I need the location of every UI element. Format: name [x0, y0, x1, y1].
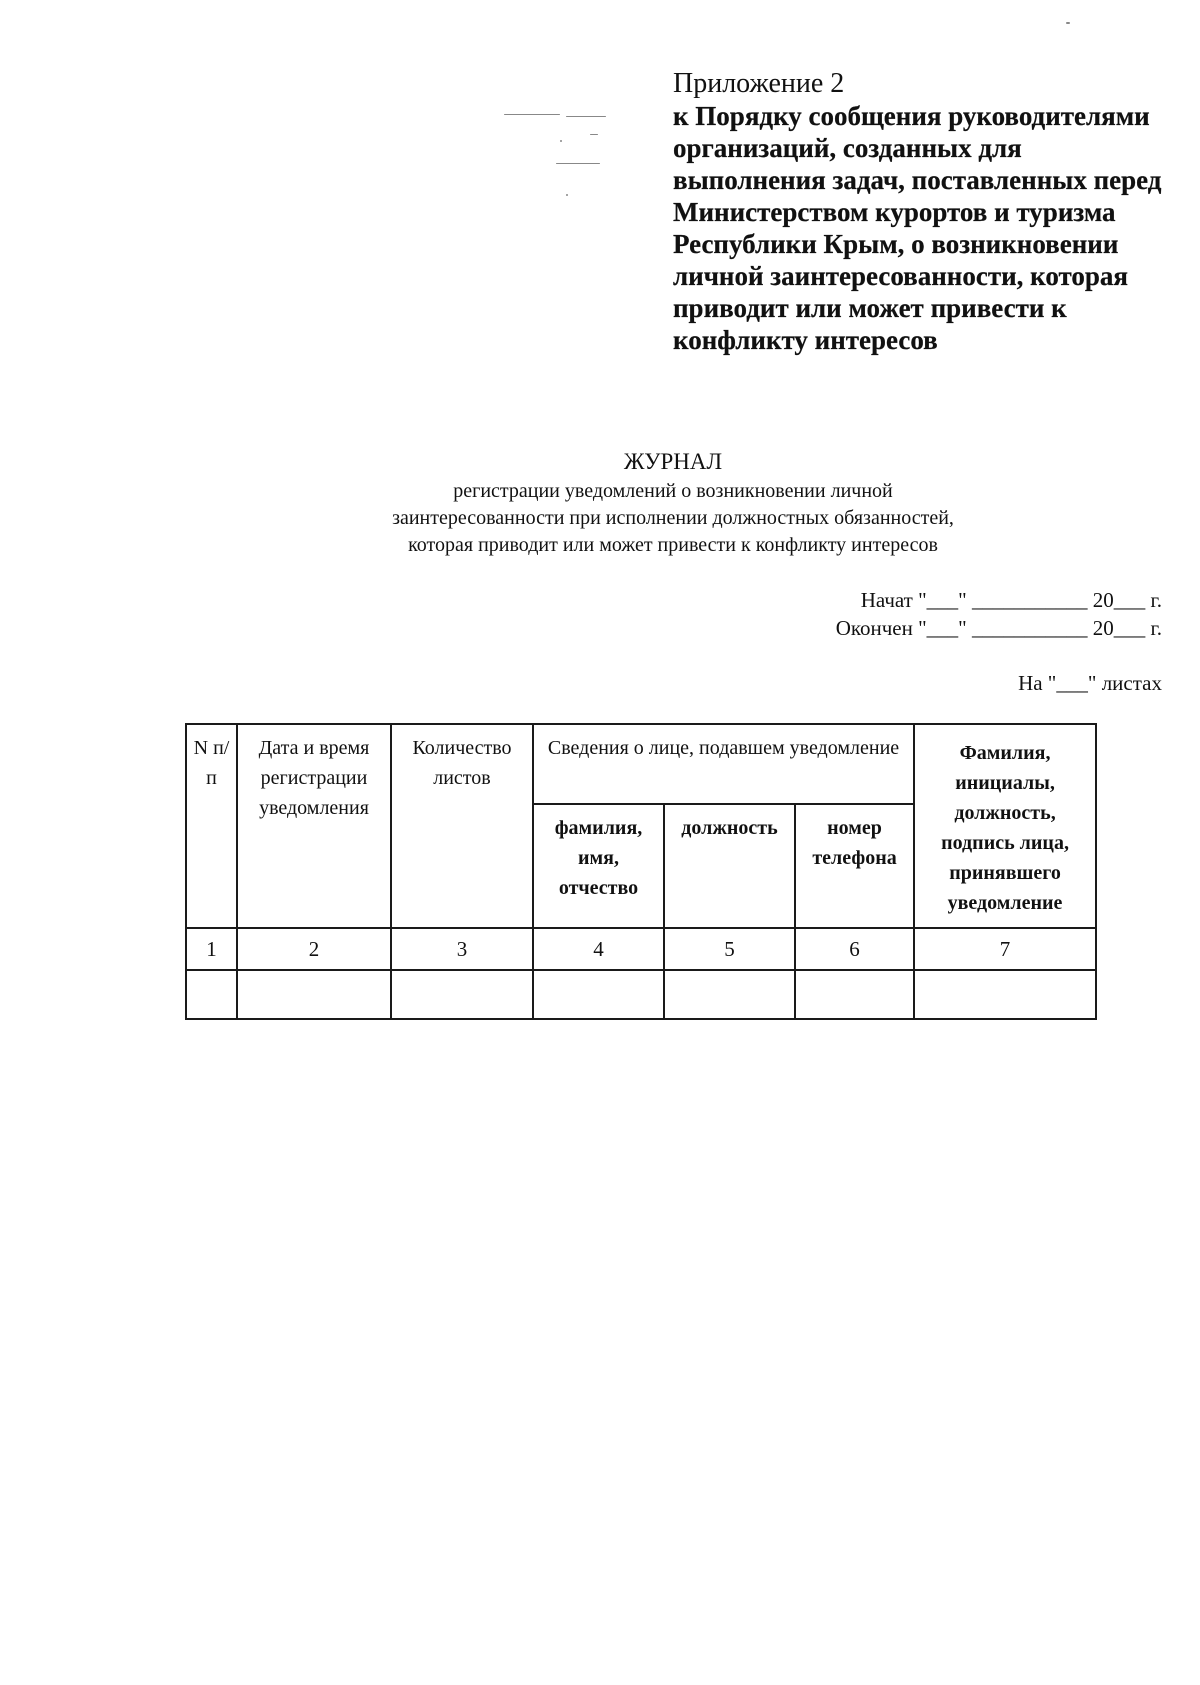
- scan-artifact: [1066, 22, 1070, 24]
- column-number: 2: [237, 928, 391, 970]
- journal-subtitle: регистрации уведомлений о возникновении личной заинтересованности при исполнении должностных обязанностей, которая приводит или может привести к конфликту интересов: [392, 480, 954, 556]
- end-date-line: Окончен "___" ___________ 20___ г.: [835, 616, 1162, 640]
- table-cell: [391, 970, 533, 1019]
- header-receiver: Фамилия, инициалы, должность, подпись лица, принявшего уведомление: [914, 724, 1096, 928]
- journal-table: [185, 723, 1097, 1020]
- column-number-row: [186, 928, 1096, 970]
- column-number: 5: [664, 928, 795, 970]
- table-cell: [533, 970, 664, 1019]
- appendix-title: Приложение 2: [673, 68, 845, 99]
- column-number: 6: [795, 928, 914, 970]
- scan-artifact: [556, 163, 600, 164]
- appendix-block: [673, 68, 1173, 356]
- journal-dates: [836, 586, 1162, 642]
- sheets-count-line: На "___" листах: [1018, 671, 1162, 695]
- scan-artifact: [566, 116, 606, 117]
- scan-artifact: [590, 134, 598, 135]
- header-num: N п/п: [186, 724, 237, 928]
- header-full-name: фамилия, имя, отчество: [533, 804, 664, 928]
- header-person-info: Сведения о лице, подавшем уведомление: [533, 724, 914, 804]
- table-cell: [664, 970, 795, 1019]
- table-cell: [795, 970, 914, 1019]
- appendix-text: к Порядку сообщения руководителями организаций, созданных для выполнения задач, поставленных перед Министерством курортов и туризма Республики Крым, о возникновении личной заинтересованности, которая приводит или может привести к конфликту интересов: [673, 101, 1162, 355]
- column-number: 3: [391, 928, 533, 970]
- scan-artifact: [504, 114, 560, 115]
- header-sheet-count: Количество листов: [391, 724, 533, 928]
- column-number: 4: [533, 928, 664, 970]
- column-number: 7: [914, 928, 1096, 970]
- header-date-time: Дата и время регистрации уведомления: [237, 724, 391, 928]
- table-cell: [237, 970, 391, 1019]
- table-cell: [186, 970, 237, 1019]
- scan-artifact: [566, 194, 568, 196]
- journal-title: ЖУРНАЛ: [623, 449, 723, 474]
- table-header-row: [186, 724, 1096, 804]
- start-date-line: Начат "___" ___________ 20___ г.: [860, 588, 1162, 612]
- header-position: должность: [664, 804, 795, 928]
- column-number: 1: [186, 928, 237, 970]
- table-row: [186, 970, 1096, 1019]
- journal-heading: [200, 448, 1146, 559]
- table-cell: [914, 970, 1096, 1019]
- scan-artifact: [560, 140, 562, 142]
- header-phone: номер телефона: [795, 804, 914, 928]
